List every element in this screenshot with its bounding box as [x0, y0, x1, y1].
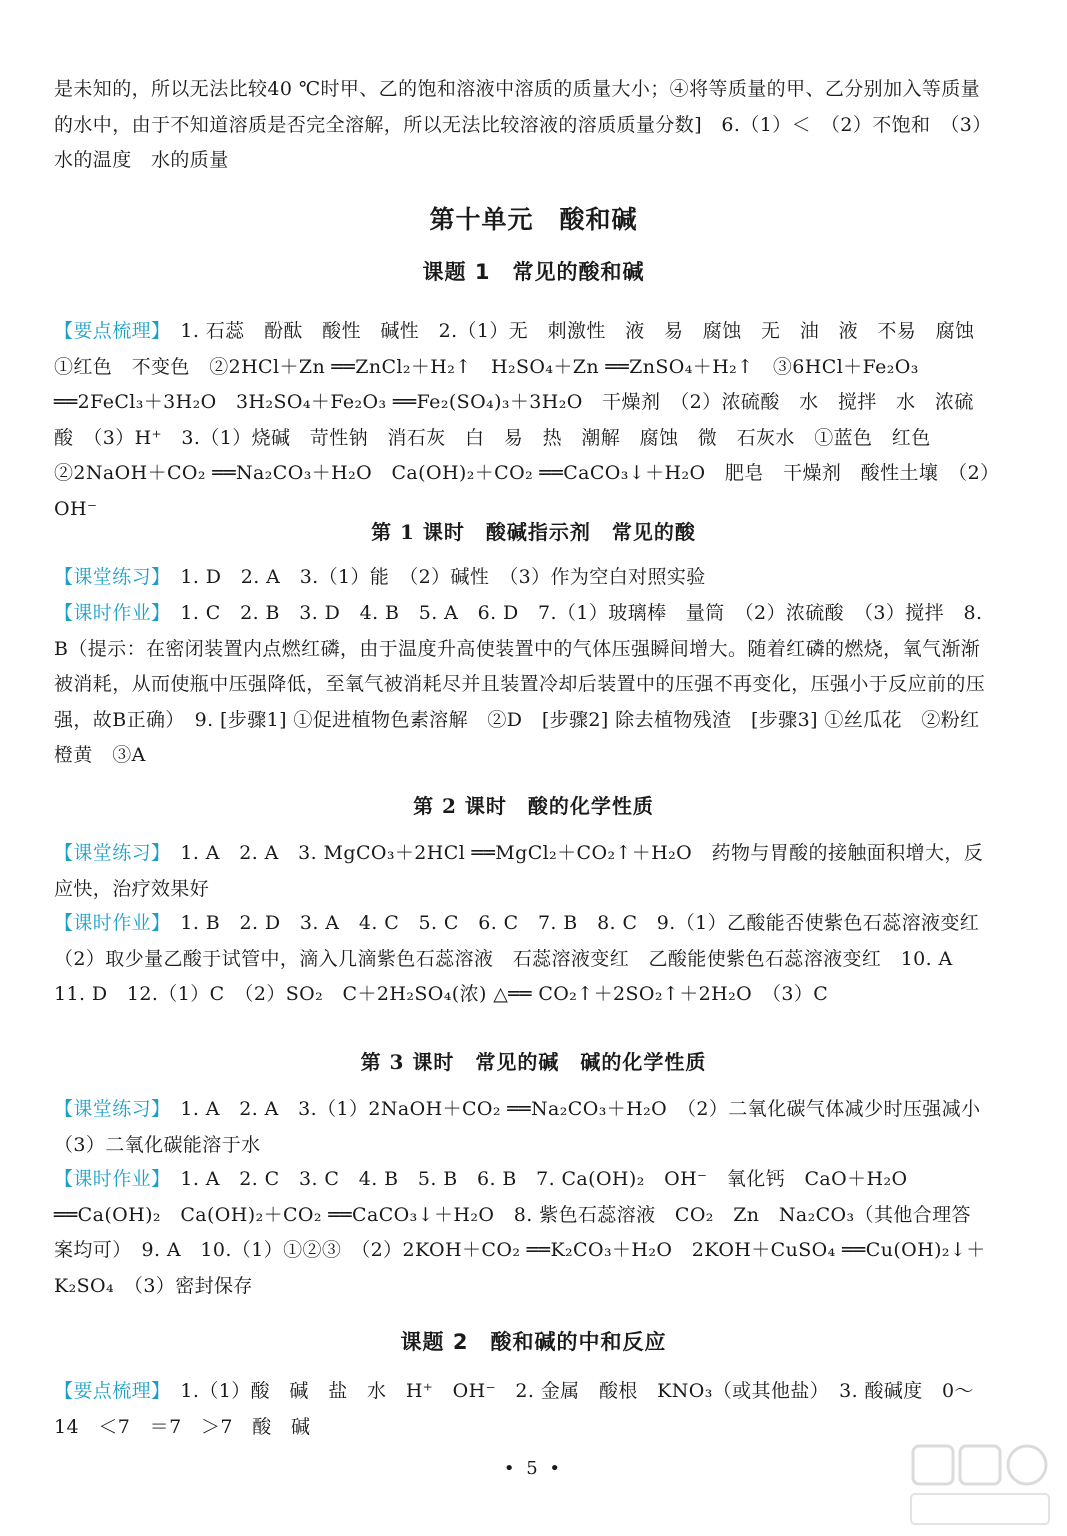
topic1-title: 课题 1 常见的酸和碱 — [422, 260, 645, 284]
key-points-text: 1.（1）酸 碱 盐 水 H⁺ OH⁻ 2. 金属 酸根 KNO₃（或其他盐） 3. 酸碱度 0～14 ＜7 ＝7 ＞7 酸 碱 — [54, 1380, 974, 1438]
lesson1-homework — [54, 596, 999, 774]
key-points-tag: 【要点梳理】 — [54, 1380, 171, 1402]
lesson3-title: 第 3 课时 常见的碱 碱的化学性质 — [360, 1050, 707, 1074]
unit-title: 第十单元 酸和碱 — [429, 205, 638, 234]
homework-tag: 【课时作业】 — [54, 912, 171, 934]
lesson1-title: 第 1 课时 酸碱指示剂 常见的酸 — [371, 520, 696, 544]
lesson2-practice — [54, 836, 990, 907]
lesson3-homework — [54, 1162, 990, 1304]
practice-text: 1. A 2. A 3.（1）2NaOH＋CO₂ ══Na₂CO₃＋H₂O （2）二氧化碳气体减少时压强减小 （3）二氧化碳能溶于水 — [54, 1098, 1000, 1156]
homework-text: 1. A 2. C 3. C 4. B 5. B 6. B 7. Ca(OH)₂ OH⁻ 氧化钙 CaO＋H₂O ══Ca(OH)₂ Ca(OH)₂＋CO₂ ══CaCO₃↓＋H₂O 8. 紫色石蕊溶液 CO₂ Zn Na₂CO₃（其他合理答案均可） 9. A 10.（1）①②③ （2）2KOH＋CO₂ ══K₂CO₃＋H₂O 2KOH＋CuSO₄ ══Cu(OH)₂↓＋K₂SO₄ （3）密封保存 — [54, 1168, 986, 1297]
lesson2-homework — [54, 906, 999, 1013]
practice-text: 1. A 2. A 3. MgCO₃＋2HCl ══MgCl₂＋CO₂↑＋H₂O 药物与胃酸的接触面积增大，反应快，治疗效果好 — [54, 842, 984, 900]
intro-paragraph — [54, 72, 990, 179]
watermark-logo-icon — [905, 1440, 1055, 1530]
page-number: • 5 • — [503, 1458, 564, 1479]
practice-tag: 【课堂练习】 — [54, 842, 171, 864]
lesson3-practice — [54, 1092, 1000, 1163]
practice-tag: 【课堂练习】 — [54, 1098, 171, 1120]
lesson1-practice — [54, 560, 990, 596]
homework-tag: 【课时作业】 — [54, 602, 171, 624]
topic2-key-points — [54, 1374, 990, 1445]
topic1-key-points — [54, 314, 994, 527]
topic2-title: 课题 2 酸和碱的中和反应 — [400, 1330, 667, 1354]
homework-text: 1. B 2. D 3. A 4. C 5. C 6. C 7. B 8. C 9.（1）乙酸能否使紫色石蕊溶液变红 （2）取少量乙酸于试管中，滴入几滴紫色石蕊溶液 石蕊溶液变红 乙酸能使紫色石蕊溶液变红 10. A 11. D 12.（1）C （2）SO₂ C＋2H₂SO₄(浓) △══ CO₂↑＋2SO₂↑＋2H₂O （3）C — [54, 912, 999, 1005]
homework-tag: 【课时作业】 — [54, 1168, 171, 1190]
homework-text: 1. C 2. B 3. D 4. B 5. A 6. D 7.（1）玻璃棒 量筒 （2）浓硫酸 （3）搅拌 8. B（提示：在密闭装置内点燃红磷，由于温度升高使装置中的气体压强瞬间增大。随着红磷的燃烧，氧气渐渐被消耗，从而使瓶中压强降低，至氧气被消耗尽并且装置冷却后装置中的压强不再变化，压强小于反应前的压强，故B正确） 9. [步骤1] ①促进植物色素溶解 ②D [步骤2] 除去植物残渣 [步骤3] ①丝瓜花 ②粉红 橙黄 ③A — [54, 602, 999, 766]
practice-tag: 【课堂练习】 — [54, 566, 171, 588]
key-points-tag: 【要点梳理】 — [54, 320, 171, 342]
intro-text: 是未知的，所以无法比较40 ℃时甲、乙的饱和溶液中溶质的质量大小；④将等质量的甲、乙分别加入等质量的水中，由于不知道溶质是否完全溶解，所以无法比较溶液的溶质质量分数] 6.（1）＜ （2）不饱和 （3）水的温度 水的质量 — [54, 78, 983, 171]
key-points-text: 1. 石蕊 酚酞 酸性 碱性 2.（1）无 刺激性 液 易 腐蚀 无 油 液 不易 腐蚀 ①红色 不变色 ②2HCl＋Zn ══ZnCl₂＋H₂↑ H₂SO₄＋Zn ══ZnSO₄＋H₂↑ ③6HCl＋Fe₂O₃ ══2FeCl₃＋3H₂O 3H₂SO₄＋Fe₂O₃ ══Fe₂(SO₄)₃＋3H₂O 干燥剂 （2）浓硫酸 水 搅拌 水 浓硫酸 （3）H⁺ 3.（1）烧碱 苛性钠 消石灰 白 易 热 潮解 腐蚀 微 石灰水 ①蓝色 红色 ②2NaOH＋CO₂ ══Na₂CO₃＋H₂O Ca(OH)₂＋CO₂ ══CaCO₃↓＋H₂O 肥皂 干燥剂 酸性土壤 （2）OH⁻ — [54, 320, 994, 520]
lesson2-title: 第 2 课时 酸的化学性质 — [413, 794, 654, 818]
practice-text: 1. D 2. A 3.（1）能 （2）碱性 （3）作为空白对照实验 — [180, 566, 706, 588]
